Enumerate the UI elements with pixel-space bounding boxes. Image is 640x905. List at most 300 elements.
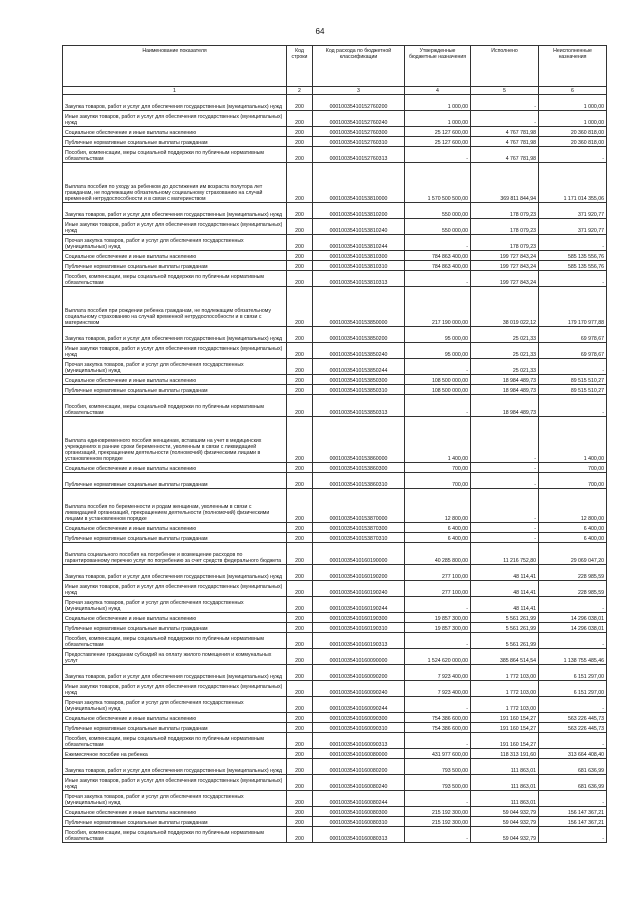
approved-amount-cell: 431 977 600,00 <box>405 749 471 759</box>
indicator-name-cell: Закупка товаров, работ и услуг для обеспечения государственных (муниципальных) нужд <box>63 327 287 343</box>
table-row <box>63 287 607 327</box>
row-code-cell: 200 <box>287 613 313 623</box>
indicator-name-cell: Пособия, компенсации, меры социальной поддержки по публичным нормативным обязательствам <box>63 147 287 163</box>
row-code-cell: 200 <box>287 137 313 147</box>
approved-amount-cell: - <box>405 359 471 375</box>
approved-amount-cell: 25 127 600,00 <box>405 127 471 137</box>
table-row <box>63 375 607 385</box>
table-row <box>63 817 607 827</box>
budget-code-cell: 00010035410153810240 <box>313 219 405 235</box>
approved-amount-cell: 1 400,00 <box>405 417 471 463</box>
row-code-cell: 200 <box>287 597 313 613</box>
budget-code-cell: 00010035410160190000 <box>313 543 405 565</box>
table-header-row <box>63 46 607 87</box>
remaining-amount-cell: 14 296 038,01 <box>539 613 607 623</box>
row-code-cell: 200 <box>287 385 313 395</box>
indicator-name-cell: Иные закупки товаров, работ и услуг для обеспечения государственных (муниципальных) нужд <box>63 581 287 597</box>
remaining-amount-cell: - <box>539 359 607 375</box>
row-code-cell: 200 <box>287 623 313 633</box>
header-executed: Исполнено <box>471 46 539 87</box>
approved-amount-cell: 215 192 300,00 <box>405 817 471 827</box>
row-code-cell: 200 <box>287 749 313 759</box>
table-row <box>63 127 607 137</box>
indicator-name-cell: Социальное обеспечение и иные выплаты населению <box>63 375 287 385</box>
row-code-cell: 200 <box>287 827 313 843</box>
executed-amount-cell: 1 772 103,00 <box>471 681 539 697</box>
remaining-amount-cell: 69 978,67 <box>539 327 607 343</box>
budget-code-cell: 00010035410152760300 <box>313 127 405 137</box>
approved-amount-cell: 784 863 400,00 <box>405 261 471 271</box>
remaining-amount-cell: 89 515 510,27 <box>539 385 607 395</box>
remaining-amount-cell: 681 636,99 <box>539 759 607 775</box>
indicator-name-cell: Иные закупки товаров, работ и услуг для обеспечения государственных (муниципальных) нужд <box>63 219 287 235</box>
indicator-name-cell: Выплата пособия по уходу за ребенком до достижения им возраста полутора лет гражданам, не подлежащим обязательному социальному страхованию на случай временной нетрудоспособности и в связи с материнством <box>63 163 287 203</box>
row-code-cell: 200 <box>287 723 313 733</box>
approved-amount-cell: 12 800,00 <box>405 489 471 523</box>
remaining-amount-cell: 29 069 047,20 <box>539 543 607 565</box>
remaining-amount-cell: - <box>539 147 607 163</box>
table-row <box>63 395 607 417</box>
indicator-name-cell: Публичные нормативные социальные выплаты гражданам <box>63 385 287 395</box>
table-row <box>63 681 607 697</box>
executed-amount-cell: 4 767 781,98 <box>471 127 539 137</box>
approved-amount-cell: - <box>405 633 471 649</box>
table-row <box>63 219 607 235</box>
approved-amount-cell: 1 524 620 000,00 <box>405 649 471 665</box>
row-code-cell: 200 <box>287 203 313 219</box>
remaining-amount-cell: 1 000,00 <box>539 111 607 127</box>
table-row <box>63 359 607 375</box>
executed-amount-cell: 111 863,01 <box>471 759 539 775</box>
approved-amount-cell: 95 000,00 <box>405 327 471 343</box>
remaining-amount-cell: 14 296 038,01 <box>539 623 607 633</box>
executed-amount-cell: 111 863,01 <box>471 791 539 807</box>
indicator-name-cell: Публичные нормативные социальные выплаты гражданам <box>63 817 287 827</box>
executed-amount-cell: - <box>471 463 539 473</box>
indicator-name-cell: Социальное обеспечение и иные выплаты населению <box>63 807 287 817</box>
indicator-name-cell: Публичные нормативные социальные выплаты гражданам <box>63 473 287 489</box>
column-number-row <box>63 87 607 95</box>
row-code-cell: 200 <box>287 163 313 203</box>
table-row <box>63 759 607 775</box>
table-row <box>63 385 607 395</box>
executed-amount-cell: 5 561 261,99 <box>471 633 539 649</box>
remaining-amount-cell: 585 135 556,76 <box>539 251 607 261</box>
row-code-cell: 200 <box>287 713 313 723</box>
indicator-name-cell: Прочая закупка товаров, работ и услуг для обеспечения государственных (муниципальных) нужд <box>63 697 287 713</box>
approved-amount-cell: 7 923 400,00 <box>405 681 471 697</box>
table-row <box>63 613 607 623</box>
table-row <box>63 733 607 749</box>
table-row <box>63 697 607 713</box>
approved-amount-cell: 277 100,00 <box>405 581 471 597</box>
budget-code-cell: 00010035410153850310 <box>313 385 405 395</box>
remaining-amount-cell: 6 400,00 <box>539 533 607 543</box>
indicator-name-cell: Иные закупки товаров, работ и услуг для обеспечения государственных (муниципальных) нужд <box>63 775 287 791</box>
executed-amount-cell: 18 984 489,73 <box>471 395 539 417</box>
table-row <box>63 203 607 219</box>
executed-amount-cell: 178 079,23 <box>471 235 539 251</box>
indicator-name-cell: Социальное обеспечение и иные выплаты населению <box>63 613 287 623</box>
executed-amount-cell: - <box>471 95 539 111</box>
budget-code-cell: 00010035410153810244 <box>313 235 405 251</box>
approved-amount-cell: - <box>405 147 471 163</box>
row-code-cell: 200 <box>287 463 313 473</box>
table-row <box>63 463 607 473</box>
indicator-name-cell: Пособия, компенсации, меры социальной поддержки по публичным нормативным обязательствам <box>63 827 287 843</box>
budget-code-cell: 00010035410153810313 <box>313 271 405 287</box>
indicator-name-cell: Публичные нормативные социальные выплаты гражданам <box>63 533 287 543</box>
executed-amount-cell: - <box>471 523 539 533</box>
table-row <box>63 633 607 649</box>
remaining-amount-cell: - <box>539 235 607 251</box>
executed-amount-cell: 59 044 932,79 <box>471 827 539 843</box>
row-code-cell: 200 <box>287 395 313 417</box>
table-row <box>63 95 607 111</box>
remaining-amount-cell: 563 226 445,73 <box>539 723 607 733</box>
budget-code-cell: 00010035410153850240 <box>313 343 405 359</box>
executed-amount-cell: 199 727 843,24 <box>471 251 539 261</box>
executed-amount-cell: 199 727 843,24 <box>471 271 539 287</box>
indicator-name-cell: Социальное обеспечение и иные выплаты населению <box>63 463 287 473</box>
approved-amount-cell: - <box>405 235 471 251</box>
row-code-cell: 200 <box>287 375 313 385</box>
indicator-name-cell: Прочая закупка товаров, работ и услуг для обеспечения государственных (муниципальных) нужд <box>63 359 287 375</box>
indicator-name-cell: Закупка товаров, работ и услуг для обеспечения государственных (муниципальных) нужд <box>63 665 287 681</box>
approved-amount-cell: 25 127 600,00 <box>405 137 471 147</box>
row-code-cell: 200 <box>287 489 313 523</box>
row-code-cell: 200 <box>287 633 313 649</box>
table-row <box>63 261 607 271</box>
table-row <box>63 489 607 523</box>
approved-amount-cell: - <box>405 597 471 613</box>
column-number: 3 <box>313 87 405 95</box>
executed-amount-cell: - <box>471 489 539 523</box>
row-code-cell: 200 <box>287 147 313 163</box>
budget-code-cell: 00010035410160190200 <box>313 565 405 581</box>
remaining-amount-cell: - <box>539 597 607 613</box>
indicator-name-cell: Социальное обеспечение и иные выплаты населению <box>63 523 287 533</box>
remaining-amount-cell: 6 151 297,00 <box>539 665 607 681</box>
budget-code-cell: 00010035410160090000 <box>313 649 405 665</box>
budget-code-cell: 00010035410160190300 <box>313 613 405 623</box>
budget-code-cell: 00010035410153810300 <box>313 251 405 261</box>
column-number: 2 <box>287 87 313 95</box>
header-indicator-name: Наименование показателя <box>63 46 287 87</box>
column-number: 6 <box>539 87 607 95</box>
approved-amount-cell: - <box>405 791 471 807</box>
approved-amount-cell: 215 192 300,00 <box>405 807 471 817</box>
executed-amount-cell: 18 984 489,73 <box>471 375 539 385</box>
executed-amount-cell: 25 021,33 <box>471 343 539 359</box>
remaining-amount-cell: 1 000,00 <box>539 95 607 111</box>
indicator-name-cell: Иные закупки товаров, работ и услуг для обеспечения государственных (муниципальных) нужд <box>63 681 287 697</box>
executed-amount-cell: 11 216 752,80 <box>471 543 539 565</box>
approved-amount-cell: 1 000,00 <box>405 111 471 127</box>
table-row <box>63 523 607 533</box>
budget-code-cell: 00010035410160190313 <box>313 633 405 649</box>
remaining-amount-cell: 20 360 818,00 <box>539 127 607 137</box>
remaining-amount-cell: 563 226 445,73 <box>539 713 607 723</box>
table-row <box>63 791 607 807</box>
executed-amount-cell: 48 114,41 <box>471 597 539 613</box>
indicator-name-cell: Прочая закупка товаров, работ и услуг для обеспечения государственных (муниципальных) нужд <box>63 235 287 251</box>
budget-code-cell: 00010035410152760313 <box>313 147 405 163</box>
budget-code-cell: 00010035410152760200 <box>313 95 405 111</box>
remaining-amount-cell: 89 515 510,27 <box>539 375 607 385</box>
remaining-amount-cell: - <box>539 733 607 749</box>
row-code-cell: 200 <box>287 261 313 271</box>
row-code-cell: 200 <box>287 543 313 565</box>
budget-code-cell: 00010035410153860310 <box>313 473 405 489</box>
remaining-amount-cell: 20 360 818,00 <box>539 137 607 147</box>
remaining-amount-cell: 156 147 367,21 <box>539 807 607 817</box>
budget-code-cell: 00010035410160080200 <box>313 759 405 775</box>
column-number: 1 <box>63 87 287 95</box>
header-remaining: Неисполненные назначения <box>539 46 607 87</box>
remaining-amount-cell: 700,00 <box>539 463 607 473</box>
indicator-name-cell: Социальное обеспечение и иные выплаты населению <box>63 127 287 137</box>
row-code-cell: 200 <box>287 533 313 543</box>
table-row <box>63 713 607 723</box>
row-code-cell: 200 <box>287 271 313 287</box>
column-number: 5 <box>471 87 539 95</box>
approved-amount-cell: 108 500 000,00 <box>405 375 471 385</box>
approved-amount-cell: 1 570 500 500,00 <box>405 163 471 203</box>
row-code-cell: 200 <box>287 733 313 749</box>
remaining-amount-cell: 179 170 977,88 <box>539 287 607 327</box>
indicator-name-cell: Публичные нормативные социальные выплаты гражданам <box>63 723 287 733</box>
budget-code-cell: 00010035410160190310 <box>313 623 405 633</box>
indicator-name-cell: Прочая закупка товаров, работ и услуг для обеспечения государственных (муниципальных) нужд <box>63 791 287 807</box>
row-code-cell: 200 <box>287 581 313 597</box>
remaining-amount-cell: - <box>539 791 607 807</box>
row-code-cell: 200 <box>287 219 313 235</box>
table-row <box>63 147 607 163</box>
approved-amount-cell: 6 400,00 <box>405 533 471 543</box>
approved-amount-cell: 7 923 400,00 <box>405 665 471 681</box>
row-code-cell: 200 <box>287 565 313 581</box>
budget-code-cell: 00010035410160080310 <box>313 817 405 827</box>
approved-amount-cell: 793 500,00 <box>405 775 471 791</box>
approved-amount-cell: 1 000,00 <box>405 95 471 111</box>
approved-amount-cell: - <box>405 395 471 417</box>
approved-amount-cell: 754 386 600,00 <box>405 713 471 723</box>
row-code-cell: 200 <box>287 681 313 697</box>
remaining-amount-cell: 228 985,59 <box>539 565 607 581</box>
budget-code-cell: 00010035410160080240 <box>313 775 405 791</box>
budget-code-cell: 00010035410153850300 <box>313 375 405 385</box>
table-row <box>63 473 607 489</box>
budget-code-cell: 00010035410160190244 <box>313 597 405 613</box>
indicator-name-cell: Выплата пособия при рождении ребенка гражданам, не подлежащим обязательному социальному страхованию на случай временной нетрудоспособности и в связи с материнством <box>63 287 287 327</box>
table-row <box>63 343 607 359</box>
executed-amount-cell: 25 021,33 <box>471 327 539 343</box>
executed-amount-cell: 38 019 022,12 <box>471 287 539 327</box>
row-code-cell: 200 <box>287 649 313 665</box>
table-row <box>63 163 607 203</box>
executed-amount-cell: 5 561 261,99 <box>471 613 539 623</box>
row-code-cell: 200 <box>287 791 313 807</box>
row-code-cell: 200 <box>287 251 313 261</box>
indicator-name-cell: Выплата социального пособия на погребение и возмещение расходов по гарантированному перечню услуг по погребению за счет средств федерального бюджета <box>63 543 287 565</box>
table-row <box>63 723 607 733</box>
remaining-amount-cell: - <box>539 633 607 649</box>
approved-amount-cell: 95 000,00 <box>405 343 471 359</box>
table-row <box>63 327 607 343</box>
indicator-name-cell: Пособия, компенсации, меры социальной поддержки по публичным нормативным обязательствам <box>63 271 287 287</box>
approved-amount-cell: 6 400,00 <box>405 523 471 533</box>
row-code-cell: 200 <box>287 417 313 463</box>
approved-amount-cell: 550 000,00 <box>405 219 471 235</box>
table-row <box>63 271 607 287</box>
executed-amount-cell: 369 811 844,94 <box>471 163 539 203</box>
table-row <box>63 597 607 613</box>
approved-amount-cell: 277 100,00 <box>405 565 471 581</box>
approved-amount-cell: - <box>405 827 471 843</box>
budget-code-cell: 00010035410160190240 <box>313 581 405 597</box>
executed-amount-cell: - <box>471 533 539 543</box>
row-code-cell: 200 <box>287 327 313 343</box>
remaining-amount-cell: 156 147 367,21 <box>539 817 607 827</box>
header-approved: Утвержденные бюджетные назначения <box>405 46 471 87</box>
budget-code-cell: 00010035410160090310 <box>313 723 405 733</box>
executed-amount-cell: 4 767 781,98 <box>471 147 539 163</box>
row-code-cell: 200 <box>287 287 313 327</box>
budget-code-cell: 00010035410152760310 <box>313 137 405 147</box>
executed-amount-cell: 5 561 261,99 <box>471 623 539 633</box>
budget-code-cell: 00010035410153850000 <box>313 287 405 327</box>
budget-code-cell: 00010035410153860000 <box>313 417 405 463</box>
remaining-amount-cell: - <box>539 697 607 713</box>
indicator-name-cell: Выплата единовременного пособия женщинам, вставшим на учет в медицинских учреждениях в ранние сроки беременности, уволенным в связи с ликвидацией организаций, прекращением деятельности (полномочий) физическими лицами в установленном порядке <box>63 417 287 463</box>
approved-amount-cell: 40 285 800,00 <box>405 543 471 565</box>
row-code-cell: 200 <box>287 775 313 791</box>
budget-code-cell: 00010035410152760240 <box>313 111 405 127</box>
approved-amount-cell: 700,00 <box>405 473 471 489</box>
executed-amount-cell: 1 772 103,00 <box>471 697 539 713</box>
remaining-amount-cell: 371 920,77 <box>539 203 607 219</box>
budget-code-cell: 00010035410153810310 <box>313 261 405 271</box>
table-row <box>63 749 607 759</box>
approved-amount-cell: - <box>405 697 471 713</box>
row-code-cell: 200 <box>287 127 313 137</box>
remaining-amount-cell: - <box>539 395 607 417</box>
column-number: 4 <box>405 87 471 95</box>
executed-amount-cell: 178 079,23 <box>471 219 539 235</box>
remaining-amount-cell: 313 664 408,40 <box>539 749 607 759</box>
approved-amount-cell: 700,00 <box>405 463 471 473</box>
executed-amount-cell: - <box>471 111 539 127</box>
row-code-cell: 200 <box>287 473 313 489</box>
remaining-amount-cell: 1 171 014 355,06 <box>539 163 607 203</box>
budget-code-cell: 00010035410153810000 <box>313 163 405 203</box>
approved-amount-cell: 19 857 300,00 <box>405 613 471 623</box>
executed-amount-cell: 178 079,23 <box>471 203 539 219</box>
row-code-cell: 200 <box>287 359 313 375</box>
indicator-name-cell: Иные закупки товаров, работ и услуг для обеспечения государственных (муниципальных) нужд <box>63 343 287 359</box>
executed-amount-cell: 59 044 932,79 <box>471 807 539 817</box>
executed-amount-cell: 4 767 781,98 <box>471 137 539 147</box>
budget-code-cell: 00010035410160080000 <box>313 749 405 759</box>
executed-amount-cell: 59 044 932,79 <box>471 817 539 827</box>
budget-code-cell: 00010035410153870300 <box>313 523 405 533</box>
indicator-name-cell: Прочая закупка товаров, работ и услуг для обеспечения государственных (муниципальных) нужд <box>63 597 287 613</box>
approved-amount-cell: 108 500 000,00 <box>405 385 471 395</box>
indicator-name-cell: Пособия, компенсации, меры социальной поддержки по публичным нормативным обязательствам <box>63 633 287 649</box>
row-code-cell: 200 <box>287 523 313 533</box>
header-budget-code: Код расхода по бюджетной классификации <box>313 46 405 87</box>
budget-code-cell: 00010035410153850244 <box>313 359 405 375</box>
table-row <box>63 775 607 791</box>
table-row <box>63 417 607 463</box>
row-code-cell: 200 <box>287 817 313 827</box>
executed-amount-cell: 18 984 489,73 <box>471 385 539 395</box>
remaining-amount-cell: 371 920,77 <box>539 219 607 235</box>
remaining-amount-cell: - <box>539 827 607 843</box>
remaining-amount-cell: 1 400,00 <box>539 417 607 463</box>
indicator-name-cell: Социальное обеспечение и иные выплаты населению <box>63 251 287 261</box>
approved-amount-cell: 217 190 000,00 <box>405 287 471 327</box>
budget-code-cell: 00010035410153810200 <box>313 203 405 219</box>
approved-amount-cell: - <box>405 271 471 287</box>
budget-code-cell: 00010035410160090244 <box>313 697 405 713</box>
approved-amount-cell: 793 500,00 <box>405 759 471 775</box>
table-row <box>63 111 607 127</box>
page-number: 64 <box>315 27 325 36</box>
executed-amount-cell: - <box>471 417 539 463</box>
indicator-name-cell: Закупка товаров, работ и услуг для обеспечения государственных (муниципальных) нужд <box>63 203 287 219</box>
table-row <box>63 235 607 251</box>
header-row-code: Код строки <box>287 46 313 87</box>
remaining-amount-cell: 6 400,00 <box>539 523 607 533</box>
executed-amount-cell: 48 114,41 <box>471 565 539 581</box>
budget-code-cell: 00010035410160080300 <box>313 807 405 817</box>
remaining-amount-cell: 700,00 <box>539 473 607 489</box>
table-row <box>63 581 607 597</box>
executed-amount-cell: 25 021,33 <box>471 359 539 375</box>
table-row <box>63 565 607 581</box>
indicator-name-cell: Закупка товаров, работ и услуг для обеспечения государственных (муниципальных) нужд <box>63 95 287 111</box>
table-row <box>63 251 607 261</box>
remaining-amount-cell: 69 978,67 <box>539 343 607 359</box>
row-code-cell: 200 <box>287 759 313 775</box>
indicator-name-cell: Закупка товаров, работ и услуг для обеспечения государственных (муниципальных) нужд <box>63 759 287 775</box>
approved-amount-cell: - <box>405 733 471 749</box>
budget-code-cell: 00010035410160090313 <box>313 733 405 749</box>
row-code-cell: 200 <box>287 697 313 713</box>
remaining-amount-cell: 12 800,00 <box>539 489 607 523</box>
budget-code-cell: 00010035410153860300 <box>313 463 405 473</box>
row-code-cell: 200 <box>287 95 313 111</box>
remaining-amount-cell: 1 138 755 485,46 <box>539 649 607 665</box>
indicator-name-cell: Выплата пособия по беременности и родам женщинам, уволенным в связи с ликвидацией организаций, прекращением деятельности (полномочий) физическими лицами в установленном порядке <box>63 489 287 523</box>
row-code-cell: 200 <box>287 235 313 251</box>
remaining-amount-cell: - <box>539 271 607 287</box>
row-code-cell: 200 <box>287 807 313 817</box>
table-row <box>63 649 607 665</box>
executed-amount-cell: 48 114,41 <box>471 581 539 597</box>
budget-code-cell: 00010035410153850200 <box>313 327 405 343</box>
table-row <box>63 543 607 565</box>
approved-amount-cell: 784 863 400,00 <box>405 251 471 261</box>
row-code-cell: 200 <box>287 111 313 127</box>
indicator-name-cell: Публичные нормативные социальные выплаты гражданам <box>63 137 287 147</box>
remaining-amount-cell: 585 135 556,76 <box>539 261 607 271</box>
indicator-name-cell: Публичные нормативные социальные выплаты гражданам <box>63 261 287 271</box>
budget-code-cell: 00010035410160090240 <box>313 681 405 697</box>
remaining-amount-cell: 6 151 297,00 <box>539 681 607 697</box>
